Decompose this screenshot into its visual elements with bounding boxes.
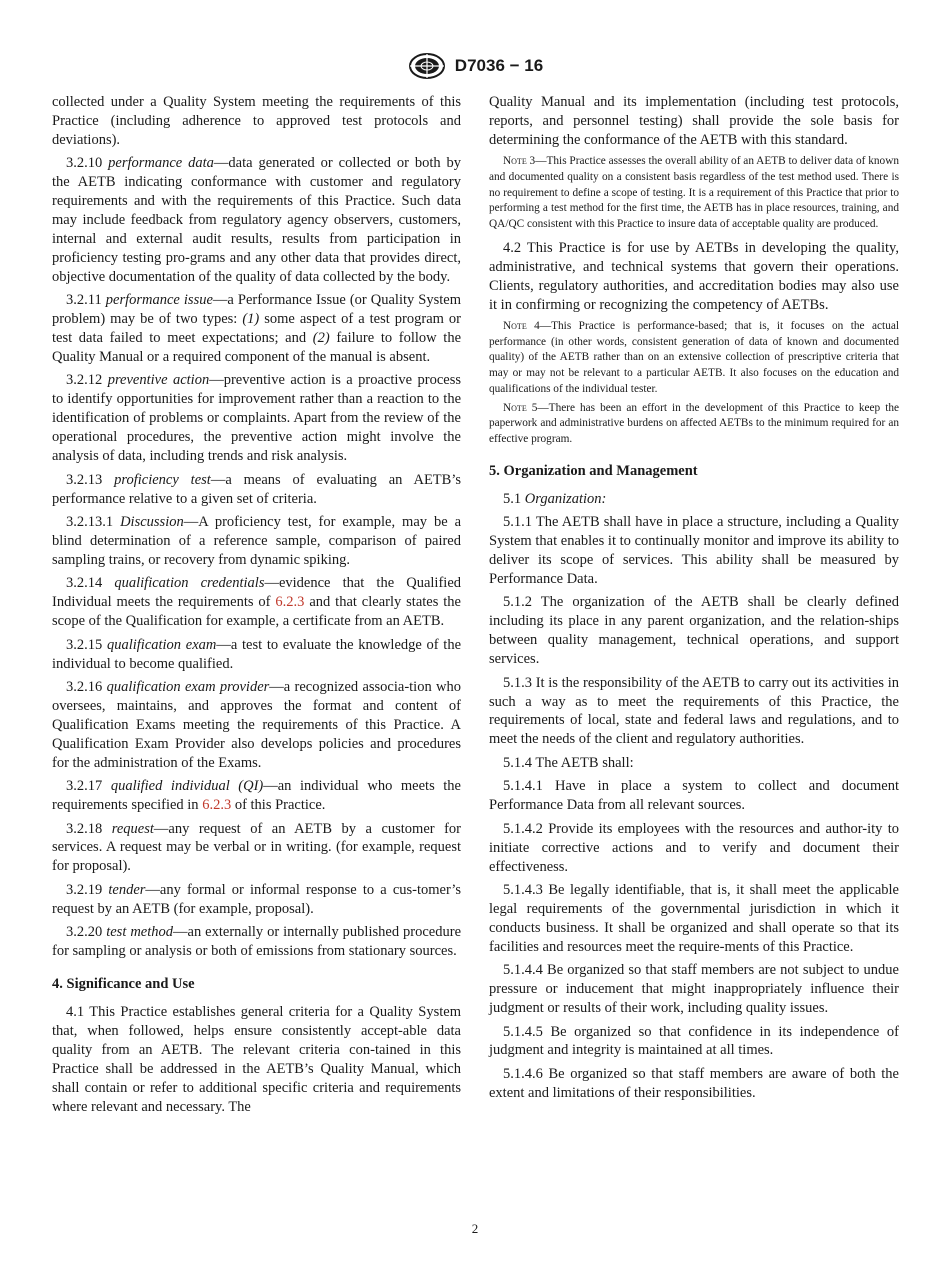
note-4: Note 4—This Practice is performance-based; that is, it focuses on the actual performance (in other words, consistent generation of data of known and documented quality) of the AETB rather than on an extensive collection of prescriptive criteria that may or may not be relevant to a particular AETB. It also focuses on the education and qualifications of the individual tester. [489, 320, 899, 395]
definition-3-2-12: 3.2.12 preventive action—preventive action is a proactive process to identify opportunities for improvement rather than a reaction to the identification of problems or complaints. Apart from the review of the operational procedures, the preventive action might involve the analysis of data, including trends and risk analysis. [52, 372, 461, 465]
paragraph-continued: collected under a Quality System meeting the requirements of this Practice (including adherence to approved test protocols and deviations). [52, 94, 461, 148]
paragraph-5-1-1: 5.1.1 The AETB shall have in place a structure, including a Quality System that enables it to continually monitor and improve its ability to deliver its scope of services. This ability shall be measured by Performance Data. [489, 514, 899, 587]
paragraph-4-1: 4.1 This Practice establishes general criteria for a Quality System that, when followed, helps ensure consistently accept-able data quality from an AETB. The relevant criteria con-tained in this Practice shall be addressed in the AETB’s Quality Manual, which shall contain or refer to additional specific criteria and requirements where relevant and necessary. The [52, 1004, 461, 1115]
definition-3-2-13-1: 3.2.13.1 Discussion—A proficiency test, for example, may be a blind determination of a reference sample, comparison of paired sampling trains, or recovery from dynamic spiking. [52, 514, 462, 568]
paragraph-5-1-4-2: 5.1.4.2 Provide its employees with the resources and author-ity to initiate corrective actions and to verify and document their effectiveness. [489, 820, 899, 875]
definition-3-2-10: 3.2.10 performance data—data generated or collected or both by the AETB indicating conformance with customer and regulatory requirements and with the requirements of this Practice. Such data may include feedback from regulatory agency observers, customers, internal and external audit results, results from participation in proficiency testing pro-grams and any other data that provides direct, objective documentation of the quality of data collected by the body. [52, 155, 462, 285]
paragraph-5-1-3: 5.1.3 It is the responsibility of the AETB to carry out its activities in such a way as to meet the requirements of this Practice, the requirements of local, state and federal laws and regulations, and to meet the needs of the client and regulatory authorities. [489, 674, 899, 748]
astm-logo-icon [407, 52, 447, 80]
page-number: 2 [471, 1221, 479, 1236]
left-column [52, 93, 461, 1121]
paragraph-5-1: 5.1 Organization: [503, 490, 607, 507]
paragraph-5-1-4-3: 5.1.4.3 Be legally identifiable, that is, it shall meet the applicable legal requirements of the governmental jurisdiction in which it conducts business. It shall be organized and shall operate so that its facilities and resources meet the require-ments of this Practice. [489, 882, 899, 955]
paragraph-5-1-4-5: 5.1.4.5 Be organized so that confidence in its independence of judgment and integrity is maintained at all times. [489, 1023, 899, 1059]
paragraph-5-1-2: 5.1.2 The organization of the AETB shall be clearly defined including its place in any parent organization, and the relation-ships between quality management, technical operations, and support services. [489, 594, 899, 668]
page-header [0, 52, 950, 80]
section-heading-4: 4. Significance and Use [52, 976, 195, 993]
paragraph-4-1-continued: Quality Manual and its implementation (including test protocols, reports, and personnel testing) shall provide the sole basis for determining the conformance of the AETB with this standard. [489, 94, 899, 148]
standard-designation: D7036 − 16 [454, 56, 544, 75]
definition-3-2-16: 3.2.16 qualification exam provider—a recognized associa-tion who oversees, maintains, and approves the format and content of Qualification Exams meeting the requirements of this Practice. A Qualification Exam Provider also develops policies and procedures for the administration of the Exams. [52, 679, 461, 771]
cross-reference-link[interactable]: 6.2.3 [275, 594, 305, 611]
definition-3-2-15: 3.2.15 qualification exam—a test to evaluate the knowledge of the individual to become qualified. [52, 636, 462, 672]
definition-3-2-14: 3.2.14 qualification credentials—evidence that the Qualified Individual meets the requirements of 6.2.3 and that clearly states the scope of the Qualification for example, a certificate from an AETB. [52, 575, 462, 630]
definition-3-2-11: 3.2.11 performance issue—a Performance Issue (or Quality System problem) may be of two types: (1) some aspect of a test program or test data failed to meet expectations; and (2) failure to follow the Quality Manual or a required component of the manual is absent. [52, 292, 462, 365]
definition-3-2-20: 3.2.20 test method—an externally or internally published procedure for sampling or analysis or both of emissions from stationary sources. [52, 924, 461, 960]
section-heading-5: 5. Organization and Management [489, 462, 698, 479]
paragraph-4-2: 4.2 This Practice is for use by AETBs in developing the quality, administrative, and technical systems that govern their operations. Clients, regulatory authorities, and accreditation bodies may also use it in confirming or recognizing the competency of AETBs. [489, 239, 899, 313]
definition-3-2-18: 3.2.18 request—any request of an AETB by a customer for services. A request may be verbal or in writing. (for example, request for proposal). [52, 820, 462, 875]
paragraph-5-1-4-1: 5.1.4.1 Have in place a system to collect and document Performance Data from all relevant sources. [489, 778, 899, 814]
paragraph-5-1-4: 5.1.4 The AETB shall: [503, 754, 634, 771]
right-column [489, 93, 899, 1107]
paragraph-5-1-4-4: 5.1.4.4 Be organized so that staff members are not subject to undue pressure or inducement that might inappropriately influence their judgment or results of their work, including quality issues. [489, 962, 899, 1017]
note-5: Note 5—There has been an effort in the development of this Practice to keep the paperwork and administrative burdens on affected AETBs to the minimum required for an effective program. [489, 401, 899, 445]
definition-3-2-19: 3.2.19 tender—any formal or informal response to a cus-tomer’s request by an AETB (for example, proposal). [52, 881, 462, 917]
note-3: Note 3—This Practice assesses the overall ability of an AETB to deliver data of known and documented quality on a consistent basis regardless of the test method used. There is no requirement to define a scope of testing. It is a requirement of this Practice that prior to performing a test method for the first time, the AETB has in place resources, training, and QA/QC consistent with this Practice to insure data of acceptable quality are produced. [489, 155, 899, 231]
cross-reference-link[interactable]: 6.2.3 [202, 797, 232, 814]
definition-3-2-13: 3.2.13 proficiency test—a means of evaluating an AETB’s performance relative to a given set of criteria. [52, 471, 461, 507]
definition-3-2-17: 3.2.17 qualified individual (QI)—an individual who meets the requirements specified in 6.2.3 of this Practice. [52, 778, 461, 814]
paragraph-5-1-4-6: 5.1.4.6 Be organized so that staff members are aware of both the extent and limitations of their responsibilities. [489, 1065, 899, 1101]
